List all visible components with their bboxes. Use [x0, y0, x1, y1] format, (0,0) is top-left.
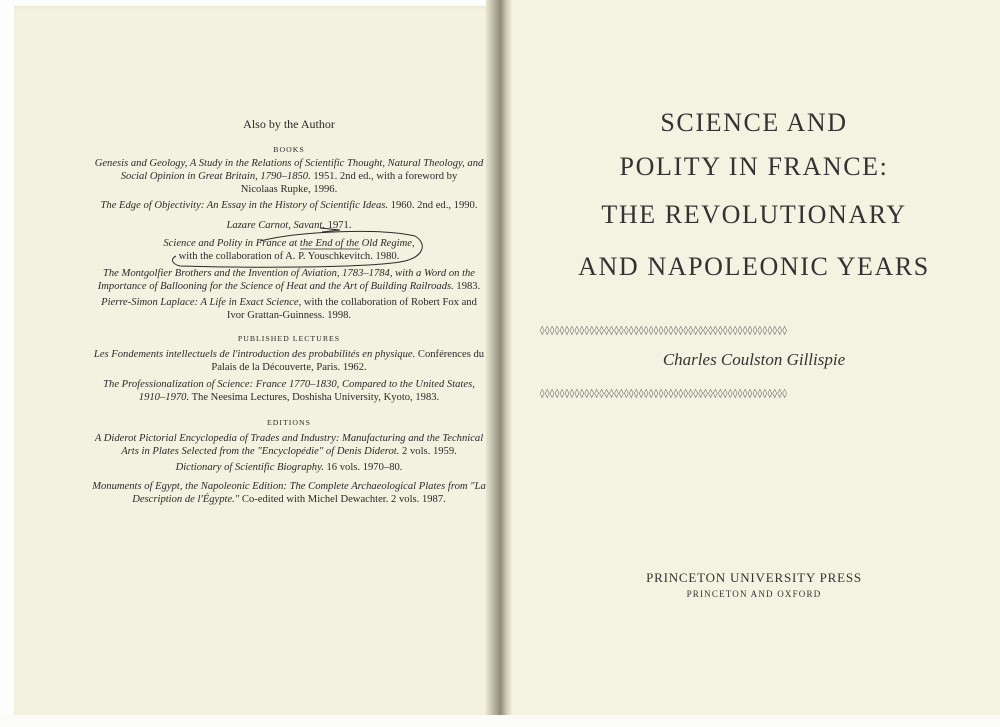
entry-title: Description de l'Égypte." [132, 493, 240, 505]
entry-title: The Edge of Objectivity: An Essay in the History of Scientific Ideas. [100, 200, 389, 211]
entry-title: Social Opinion in Great Britain, 1790–1850. [120, 170, 311, 182]
ornament-rule-bottom: ◊◊◊◊◊◊◊◊◊◊◊◊◊◊◊◊◊◊◊◊◊◊◊◊◊◊◊◊◊◊◊◊◊◊◊◊◊◊◊◊◊◊◊◊◊◊◊◊◊◊ [540, 389, 788, 399]
publisher-location: PRINCETON AND OXFORD [686, 589, 822, 599]
title-line-4: AND NAPOLEONIC YEARS [578, 252, 930, 281]
entry-title: A Diderot Pictorial Encyclopedia of Trades and Industry: Manufacturing and the Technical [94, 433, 484, 444]
entry-title: Lazare Carnot, Savant. [226, 220, 325, 231]
entry-title: The Montgolfier Brothers and the Invention of Aviation, 1783–1784, with a Word on the [102, 268, 476, 279]
entry-detail: Co-edited with Michel Dewachter. 2 vols. 1987. [239, 493, 446, 505]
entry-detail: Conférences du [415, 349, 485, 360]
title-line-2: POLITY IN FRANCE: [619, 152, 889, 181]
entry-detail: with the collaboration of A. P. Youschkevitch. 1980. [178, 250, 400, 262]
entry-detail: 1951. 2nd ed., with a foreword by [310, 170, 458, 182]
entry-detail: 1983. [453, 280, 481, 292]
entry-detail: 16 vols. 1970–80. [323, 462, 403, 473]
publisher-name: PRINCETON UNIVERSITY PRESS [646, 570, 862, 585]
entry-detail: Ivor Grattan-Guinness. 1998. [226, 309, 352, 321]
entry-detail: Nicolaas Rupke, 1996. [240, 183, 338, 195]
entry-title: Dictionary of Scientific Biography. [175, 462, 324, 473]
entry-detail: 1960. 2nd ed., 1990. [388, 200, 478, 211]
ornament-rule-top: ◊◊◊◊◊◊◊◊◊◊◊◊◊◊◊◊◊◊◊◊◊◊◊◊◊◊◊◊◊◊◊◊◊◊◊◊◊◊◊◊◊◊◊◊◊◊◊◊◊◊ [540, 326, 788, 336]
books-heading: BOOKS [273, 145, 305, 154]
entry-title: The Professionalization of Science: France 1770–1830, Compared to the United States, [103, 379, 475, 390]
entry-detail: with the collaboration of Robert Fox and [301, 297, 477, 308]
title-line-3: THE REVOLUTIONARY [601, 200, 907, 229]
entry-detail: 2 vols. 1959. [399, 445, 457, 457]
also-by-heading: Also by the Author [243, 117, 335, 131]
entry-title: Arts in Plates Selected from the "Encyclopédie" of Denis Diderot. [121, 445, 400, 457]
entry-detail: Palais de la Découverte, Paris. 1962. [211, 361, 367, 373]
entry-title: Genesis and Geology, A Study in the Relations of Scientific Thought, Natural Theology, and [94, 158, 484, 169]
entry-detail: 1971. [325, 220, 352, 231]
entry-detail: The Neesima Lectures, Doshisha University, Kyoto, 1983. [189, 391, 440, 403]
title-line-1: SCIENCE AND [660, 108, 848, 137]
editions-heading: EDITIONS [267, 418, 311, 427]
entry-title: Les Fondements intellectuels de l'introduction des probabilités en physique. [93, 349, 416, 360]
entry-title: 1910–1970. [138, 391, 190, 403]
lectures-heading: PUBLISHED LECTURES [237, 334, 341, 343]
entry-title: Science and Polity in France at the End of the Old Regime, [163, 238, 415, 249]
entry-title: Pierre-Simon Laplace: A Life in Exact Science, [101, 297, 302, 308]
entry-title: Monuments of Egypt, the Napoleonic Edition: The Complete Archaeological Plates from "La [92, 481, 486, 492]
author-name: Charles Coulston Gillispie [662, 350, 846, 369]
entry-title: Importance of Ballooning for the Science of Heat and the Art of Building Railroads. [97, 280, 454, 292]
